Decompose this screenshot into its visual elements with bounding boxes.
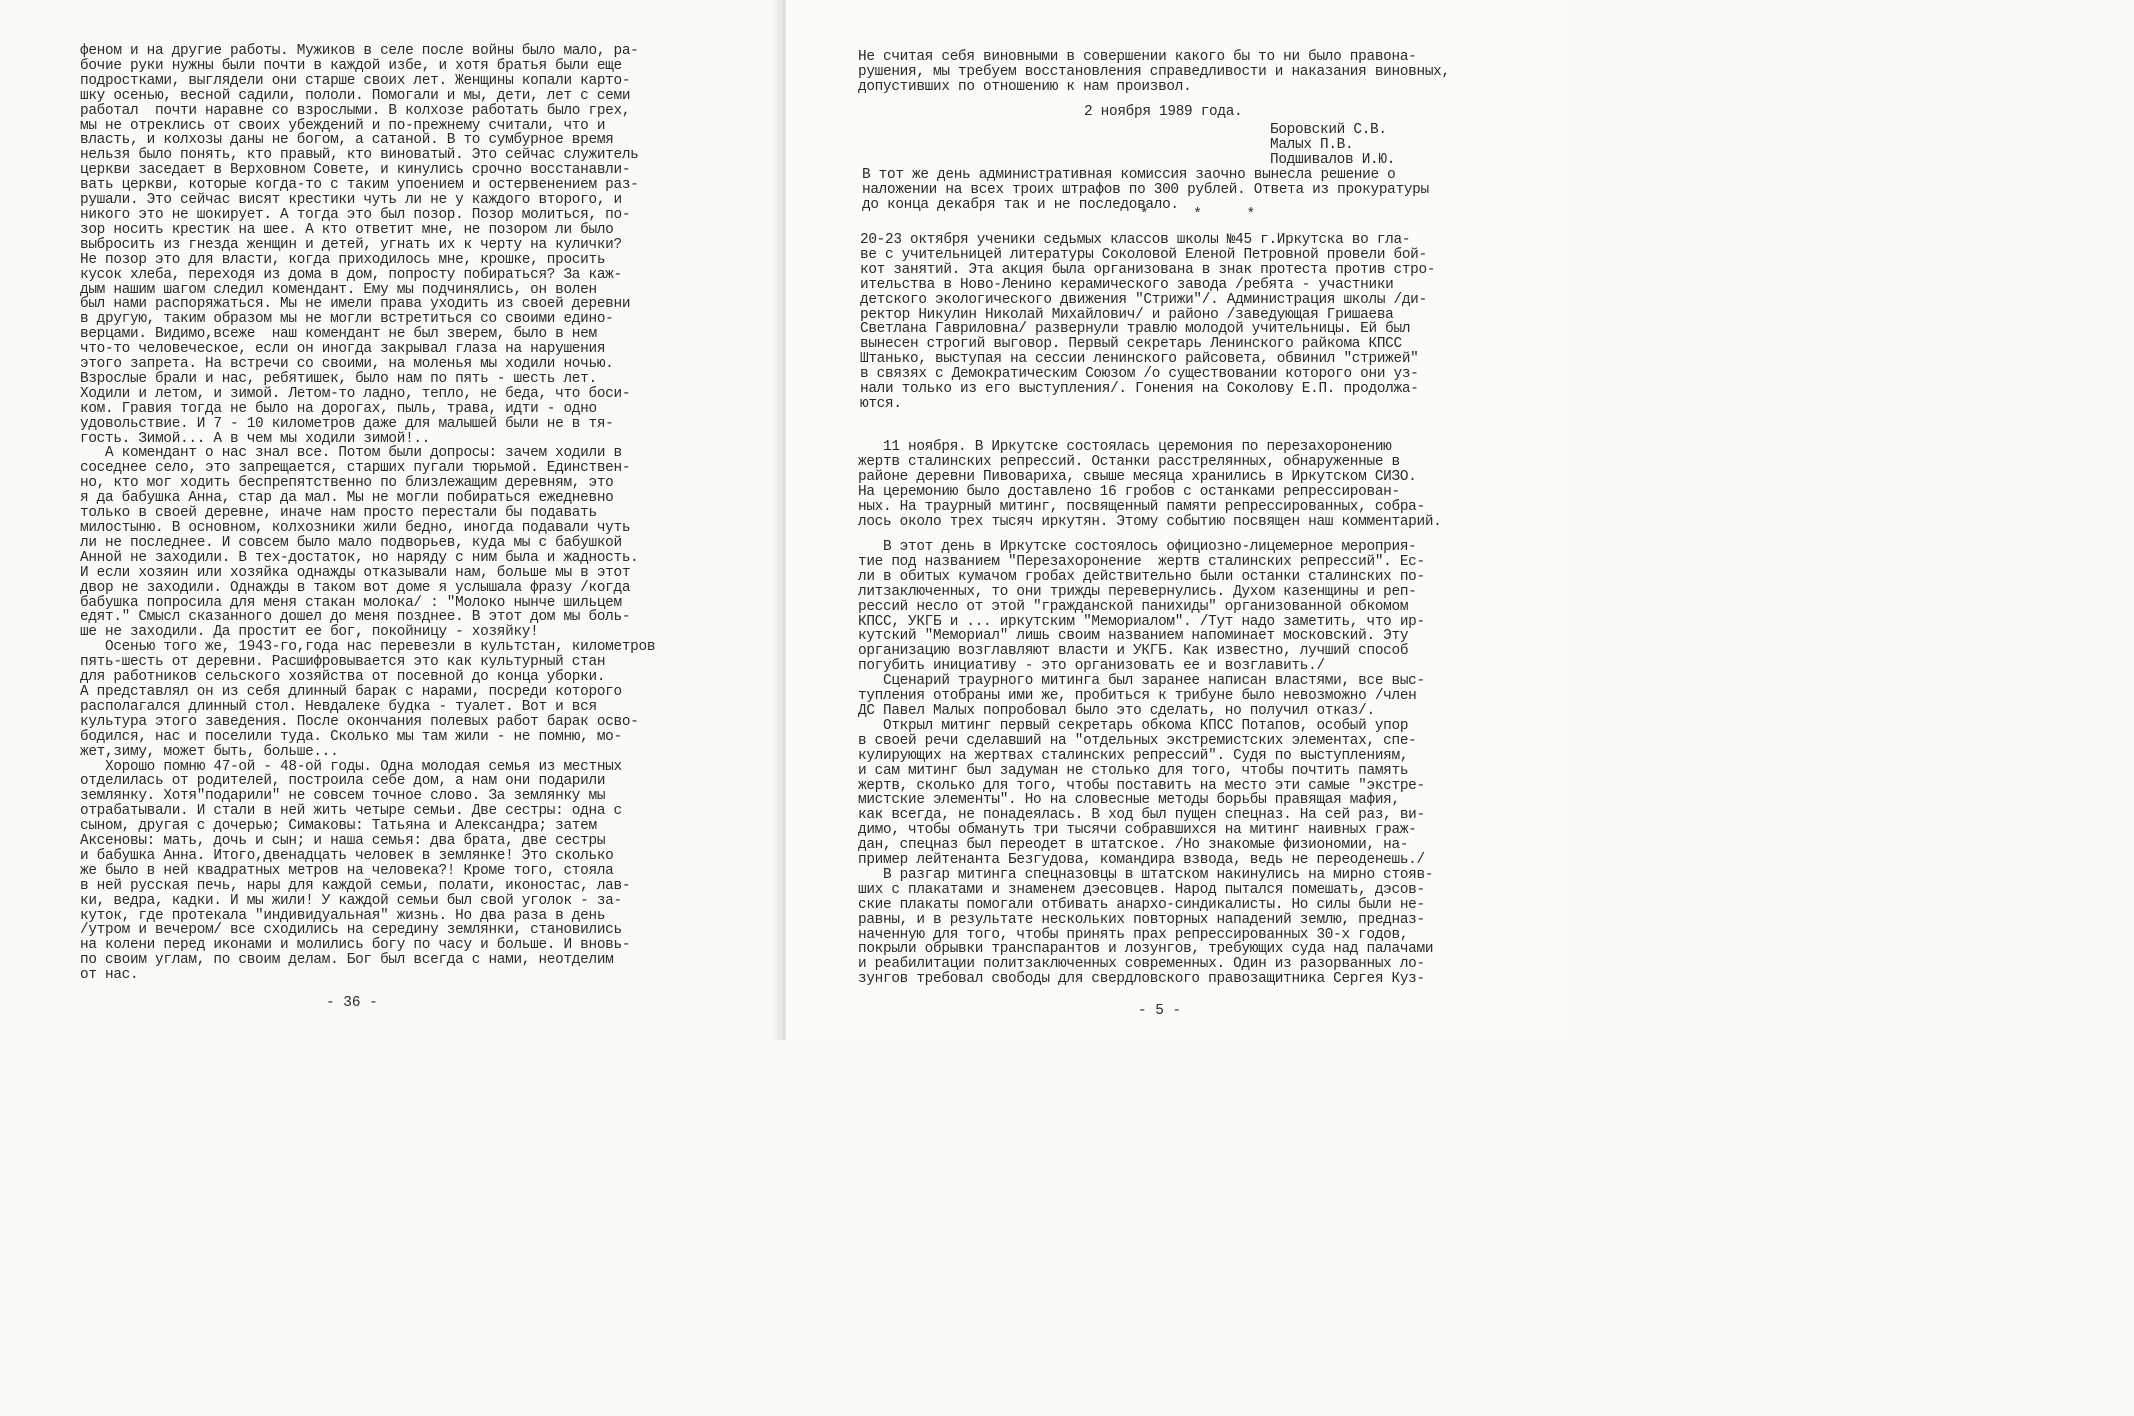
left-page-body: феном и на другие работы. Мужиков в селе после войны было мало, ра- бочие руки нужны были почти в каждой избе, и хотя братья были еще подростками, выглядели они старше своих лет. Женщины копали карто- шку осенью, весной садили, пололи. Помогали и мы, дети, лет с семи работал почти наравне со взрослыми. В колхозе работать было грех, мы не отреклись от своих убеждений и по-прежнему считали, что и власть, и колхозы даны не богом, а сатаной. В то сумбурное время нельзя было понять, кто правый, кто виноватый. Это сейчас служитель церкви заседает в Верховном Совете, и кинулись срочно восстанавли- вать церкви, которые когда-то с таким упоением и остервенением раз- рушали. Это сейчас висят крестики чуть ли не у каждого второго, и никого это не шокирует. А тогда это был позор. Позор молиться, по- зор носить крестик на шее. А кто ответит мне, не позором ли было выбросить из гнезда женщин и детей, угнать их к черту на кулички? Не позор это для власти, когда приходилось мне, крошке, просить кусок хлеба, переходя из дома в дом, попросту побираться? За каж- дым нашим шагом следил комендант. Ему мы подчинялись, он волен был нами распоряжаться. Мы не имели права уходить из своей деревни в другую, таким образом мы не могли встретиться со своими едино- верцами. Видимо,всеже наш комендант не был зверем, было в нем что-то человеческое, если он иногда закрывал глаза на нарушения этого запрета. На встречи со своими, на моленья мы ходили ночью. Взрослые брали и нас, ребятишек, было нам по пять - шесть лет. Ходили и летом, и зимой. Летом-то ладно, тепло, не беда, что боси- ком. Гравия тогда не было на дорогах, пыль, трава, идти - одно удовольствие. И 7 - 10 километров даже для малышей были не в тя- гость. Зимой... А в чем мы ходили зимой!.. А комендант о нас знал все. Потом были допросы: зачем ходили в соседнее село, это запрещается, старших пугали тюрьмой. Единствен- но, кто мог ходить беспрепятственно по близлежащим деревням, это я да бабушка Анна, стар да мал. Мы не могли побираться ежедневно только в своей деревне, иначе нам просто перестали бы подавать милостыню. В основном, колхозники жили бедно, иногда подавали чуть ли не последнее. И совсем было мало подворьев, куда мы с бабушкой Анной не заходили. В тех-достаток, но наряду с ним была и жадность. И если хозяин или хозяйка однажды отказывали нам, больше мы в этот двор не заходили. Однажды в таком вот доме я услышала фразу /когда бабушка попросила для меня стакан молока/ : "Молоко нынче шильцем едят." Смысл сказанного дошел до меня позднее. В этот дом мы боль- ше не заходили. Да простит ее бог, покойницу - хозяйку! Осенью того же, 1943-го,года нас перевезли в культстан, километров пять-шесть от деревни. Расшифровывается это как культурный стан для работников сельского хозяйства от посевной до конца уборки. А представлял он из себя длинный барак с нарами, посреди которого располагался длинный стол. Невдалеке будка - туалет. Вот и вся культура этого заведения. После окончания полевых работ барак осво- бодился, нас и поселили туда. Сколько мы там жили - не помню, мо- жет,зиму, может быть, больше... Хорошо помню 47-ой - 48-ой годы. Одна молодая семья из местных отделилась от родителей, построила себе дом, а нам они подарили землянку. Хотя"подарили" не совсем точное слово. За землянку мы отрабатывали. И стали в ней жить четыре семьи. Две сестры: одна с сыном, другая с дочерью; Симаковы: Татьяна и Александра; затем Аксеновы: мать, дочь и сын; и наша семья: два брата, две сестры и бабушка Анна. Итого,двенадцать человек в землянке! Это сколько же было в ней квадратных метров на человека?! Кроме того, стояла в ней русская печь, нары для каждой семьи, полати, иконостас, лав- ки, ведра, кадки. И мы жили! У каждой семьи был свой уголок - за- куток, где протекала "индивидуальная" жизнь. Но два раза в день /утром и вечером/ все сходились на середину землянки, становились на колени перед иконами и молились богу по часу и больше. И вновь- по своим углам, по своим делам. Бог был всегда с нами, неотделим от нас. (80, 43, 656, 984)
left-page (0, 0, 782, 1040)
left-page-number: - 36 - (326, 995, 378, 1011)
signatory: Подшивалов И.Ю. (1270, 151, 1396, 168)
school-boycott-report: 20-23 октября ученики седьмых классов школы №45 г.Иркутска во гла- ве с учительницей литературы Соколовой Еленой Петровной провели бой- кот занятий. Эта акция была организована в знак протеста против стро- ительства в Ново-Ленино керамического завода /ребята - участники детского экологического движения "Стрижи"/. Администрация школы /ди- ректор Никулин Николай Михайлович/ и районо /заведующая Гришаева Светлана Гавриловна/ развернули травлю молодой учительницы. Ей был вынесен строгий выговор. Первый секретарь Ленинского райкома КПСС Штанько, выступая на сессии ленинского райсовета, обвинил "стрижей" в связях с Демократическим Союзом /о существовании которого они уз- нали только из его выступления/. Гонения на Соколову Е.П. продолжа- ются. (860, 232, 1436, 412)
petition-date: 2 ноября 1989 года. (1084, 104, 1243, 120)
signatory: Малых П.В. (1270, 136, 1354, 153)
reburial-report: 11 ноября. В Иркутске состоялась церемония по перезахоронению жертв сталинских репрессий. Останки расстрелянных, обнаруженные в районе деревни Пивовариха, свыше месяца хранились в Иркутском СИЗО. На церемонию было доставлено 16 гробов с останками репрессирован- ных. На траурный митинг, посвященный памяти репрессированных, собра- лось около трех тысяч иркутян. Этому событию посвящен наш комментарий. (858, 439, 1442, 530)
signatory: Боровский С.В. (1270, 122, 1387, 138)
right-page-number: - 5 - (1138, 1003, 1182, 1019)
reburial-commentary: В этот день в Иркутске состоялось официозно-лицемерное мероприя- тие под названием "Перезахоронение жертв сталинских репрессий". Ес- ли в обитых кумачом гробах действительно были останки сталинских по- литзаключенных, то они трижды перевернулись. Духом казенщины и реп- рессий несло от этой "гражданской панихиды" организованной обкомом КПСС, УКГБ и ... иркутским "Мемориалом". /Тут надо заметить, что ир- кутский "Мемориал" лишь своим названием напоминает московский. Эту организацию возглавляют власти и УКГБ. Как известно, лучший способ погубить инициативу - это организовать ее и возглавить./ Сценарий траурного митинга был заранее написан властями, все выс- тупления отобраны ими же, пробиться к трибуне было невозможно /член ДС Павел Малых попробовал было это сделать, но получил отказ/. Открыл митинг первый секретарь обкома КПСС Потапов, особый упор в своей речи сделавший на "отдельных экстремистских элементах, спе- кулирующих на жертвах сталинских репрессий". Судя по выступлениям, и сам митинг был задуман не столько для того, чтобы почтить память жертв, сколько для того, чтобы поставить на место эти самые "экстре- мистские элементы". Но на словесные методы борьбы правящая мафия, как всегда, не понадеялась. В ход был пущен спецназ. На сей раз, ви- димо, чтобы обмануть три тысячи собравшихся на митинг наивных граж- дан, спецназ был переодет в штатское. /Но знакомые физиономии, на- пример лейтенанта Безгудова, командира взвода, ведь не переоденешь./ В разгар митинга спецназовцы в штатском накинулись на мирно стояв- ших с плакатами и знаменем дэесовцев. Народ пытался помешать, дэсов- ские плакаты помогали отбивать анархо-синдикалисты. Но силы были не- равны, и в результате нескольких повторных нападений землю, предназ- наченную для того, чтобы принять прах репрессированных 30-х годов, покрыли обрывки транспарантов и лозунгов, требующих суда над палачами и реабилитации политзаключенных современных. Один из разорванных ло- зунгов требовал свободы для свердловского правозащитника Сергея Куз- (858, 539, 1434, 988)
petition-closing: Не считая себя виновными в совершении какого бы то ни было правона- рушения, мы требуем восстановления справедливости и наказания виновных, допустивших по отношению к нам произвол. (858, 49, 1450, 95)
signatories (1270, 123, 1395, 168)
section-separator: * * * (1140, 207, 1274, 223)
commission-decision: В тот же день административная комиссия заочно вынесла решение о наложении на всех троих штрафов по 300 рублей. Ответа из прокуратуры до конца декабря так и не последовало. (862, 167, 1429, 213)
